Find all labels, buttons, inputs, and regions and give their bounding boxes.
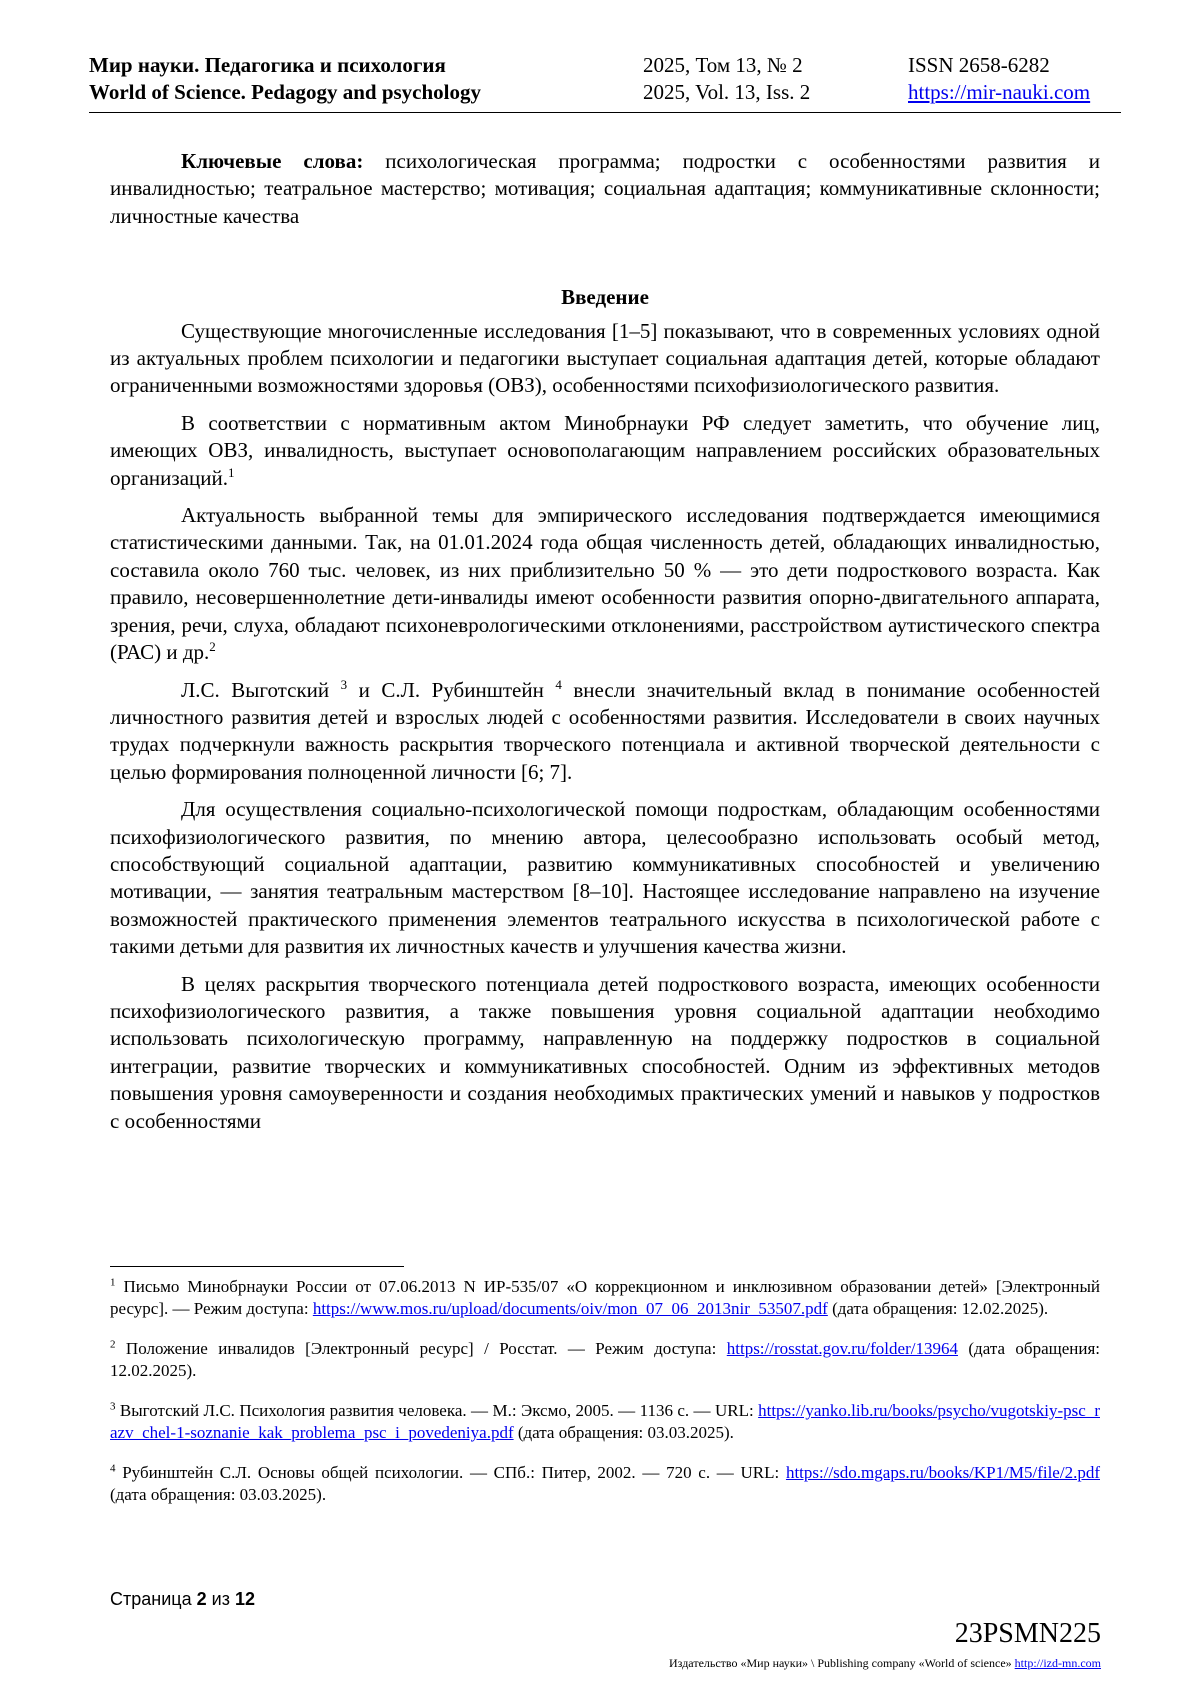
page-label: Страница bbox=[110, 1589, 192, 1609]
paragraph-3-text: Актуальность выбранной темы для эмпирического исследования подтверждается имеющимися статистическими данными. Так, на 01.01.2024 года общая численность детей, обладающих инвалидностью, составила около 760 тыс. человек, из них приблизительно 50 % — это дети подросткового возраста. Как правило, несовершеннолетние дети-инвалиды имеют особенности развития опорно-двигательного аппарата, зрения, речи, слуха, обладают психоневрологическими отклонениями, расстройством аутистического спектра (РАС) и др. bbox=[110, 503, 1100, 665]
footnote-3-tail: (дата обращения: 03.03.2025). bbox=[513, 1423, 734, 1442]
footnote-3 bbox=[110, 1400, 1100, 1444]
article-body bbox=[110, 148, 1100, 1145]
footnote-ref-4[interactable]: 4 bbox=[555, 676, 562, 692]
footnote-ref-3[interactable]: 3 bbox=[340, 676, 348, 692]
paragraph-1: Существующие многочисленные исследования [1–5] показывают, что в современных условиях одной из актуальных проблем психологии и педагогики выступает социальная адаптация детей, которые обладают ограниченными возможностями здоровья (ОВЗ), особенностями психофизиологического развития. bbox=[110, 318, 1100, 398]
paragraph-4-text-b: и С.Л. Рубинштейн bbox=[347, 677, 544, 702]
paragraph-5: Для осуществления социально-психологической помощи подросткам, обладающим особенностями психофизиологического развития, по мнению автора, целесообразно использовать особый метод, способствующий социальной адаптации, развитию коммуникативных способностей и увеличению мотивации, — занятия театральным мастерством [8–10]. Настоящее исследование направлено на изучение возможностей практического применения элементов театрального искусства в психологической работе с такими детьми для развития их личностных качеств и улучшения качества жизни. bbox=[110, 797, 1100, 959]
paragraph-3 bbox=[110, 502, 1100, 666]
keywords-text: психологическая программа; подростки с особенностями развития и инвалидностью; театральное мастерство; мотивация; социальная адаптация; коммуникативные склонности; личностные качества bbox=[110, 149, 1100, 228]
page-header bbox=[89, 52, 1121, 113]
footnote-2-link[interactable]: https://rosstat.gov.ru/folder/13964 bbox=[726, 1339, 958, 1358]
publisher-line bbox=[669, 1656, 1101, 1671]
footnote-4-number: 4 bbox=[110, 1462, 116, 1475]
footnote-4 bbox=[110, 1462, 1100, 1506]
paragraph-6: В целях раскрытия творческого потенциала детей подросткового возраста, имеющих особенности психофизиологического развития, а также повышения уровня социальной адаптации необходимо использовать психологическую программу, направленную на поддержку подростков в социальной интеграции, развитие творческих и коммуникативных способностей. Одним из эффективных методов повышения уровня самоуверенности и создания необходимых практических умений и навыков у подростков с особенностями bbox=[110, 971, 1100, 1133]
footnote-ref-2[interactable]: 2 bbox=[209, 639, 216, 655]
paragraph-4 bbox=[110, 677, 1100, 787]
paragraph-2 bbox=[110, 410, 1100, 492]
journal-title-en: World of Science. Pedagogy and psychology bbox=[89, 80, 482, 104]
keywords-paragraph bbox=[110, 148, 1100, 230]
footnote-separator bbox=[110, 1266, 404, 1267]
page-number bbox=[110, 1589, 255, 1610]
publisher-text: Издательство «Мир науки» \ Publishing company «World of science» bbox=[669, 1656, 1015, 1670]
paragraph-2-text: В соответствии с нормативным актом Минобрнауки РФ следует заметить, что обучение лиц, имеющих ОВЗ, инвалидность, выступает основополагающим направлением российских образовательных организаций. bbox=[110, 410, 1100, 490]
journal-title-ru: Мир науки. Педагогика и психология bbox=[89, 53, 446, 77]
journal-website-link[interactable]: https://mir-nauki.com bbox=[908, 80, 1091, 104]
footnote-2 bbox=[110, 1338, 1100, 1382]
journal-title-block bbox=[89, 52, 481, 106]
paragraph-4-text-a: Л.С. Выготский bbox=[181, 677, 330, 702]
footnote-ref-1[interactable]: 1 bbox=[228, 464, 235, 480]
footnote-3-link[interactable]: https://yanko.lib.ru/books/psycho/vugotskiy-psc_razv_chel-1-soznanie_kak_problema_psc_i_povedeniya.pdf bbox=[110, 1401, 1100, 1442]
issue-ru: 2025, Том 13, № 2 bbox=[643, 53, 803, 77]
page-total: 12 bbox=[234, 1589, 255, 1609]
publisher-link[interactable]: http://izd-mn.com bbox=[1014, 1656, 1101, 1670]
section-title: Введение bbox=[561, 285, 649, 310]
footnote-4-link[interactable]: https://sdo.mgaps.ru/books/KP1/M5/file/2.pdf bbox=[785, 1463, 1100, 1482]
footnote-1-tail: (дата обращения: 12.02.2025). bbox=[827, 1299, 1049, 1318]
issn-block bbox=[908, 52, 1090, 106]
footnote-3-text: Выготский Л.С. Психология развития человека. — М.: Эксмо, 2005. — 1136 с. — URL: bbox=[115, 1401, 759, 1420]
article-id: 23PSMN225 bbox=[954, 1618, 1101, 1649]
page-current: 2 bbox=[196, 1589, 207, 1609]
footnote-4-tail: (дата обращения: 03.03.2025). bbox=[110, 1485, 327, 1504]
footnote-1-text: Письмо Минобрнауки России от 07.06.2013 N ИР-535/07 «О коррекционном и инклюзивном образовании детей» [Электронный ресурс]. — Режим доступа: bbox=[110, 1277, 1100, 1318]
footnote-3-number: 3 bbox=[110, 1400, 116, 1413]
page-of: из bbox=[211, 1589, 230, 1609]
keywords-label: Ключевые слова: bbox=[181, 149, 364, 173]
footnote-4-text: Рубинштейн С.Л. Основы общей психологии. — СПб.: Питер, 2002. — 720 с. — URL: bbox=[115, 1463, 786, 1482]
footnotes bbox=[110, 1276, 1100, 1524]
footnote-2-tail: (дата обращения: 12.02.2025). bbox=[110, 1339, 1100, 1380]
footnote-2-number: 2 bbox=[110, 1338, 116, 1351]
paragraph-4-text-c: внесли значительный вклад в понимание особенностей личностного развития детей и взрослых людей с особенностями развития. Исследователи в своих научных трудах подчеркнули важность раскрытия творческого потенциала и активной творческой деятельности с целью формирования полноценной личности [6; 7]. bbox=[110, 677, 1101, 784]
footnote-2-text: Положение инвалидов [Электронный ресурс] / Росстат. — Режим доступа: bbox=[115, 1339, 727, 1358]
footnote-1 bbox=[110, 1276, 1100, 1320]
issue-en: 2025, Vol. 13, Iss. 2 bbox=[643, 80, 811, 104]
issue-block bbox=[643, 52, 810, 106]
footnote-1-number: 1 bbox=[110, 1276, 116, 1289]
footnote-1-link[interactable]: https://www.mos.ru/upload/documents/oiv/mon_07_06_2013nir_53507.pdf bbox=[312, 1299, 828, 1318]
issn: ISSN 2658-6282 bbox=[908, 53, 1050, 77]
